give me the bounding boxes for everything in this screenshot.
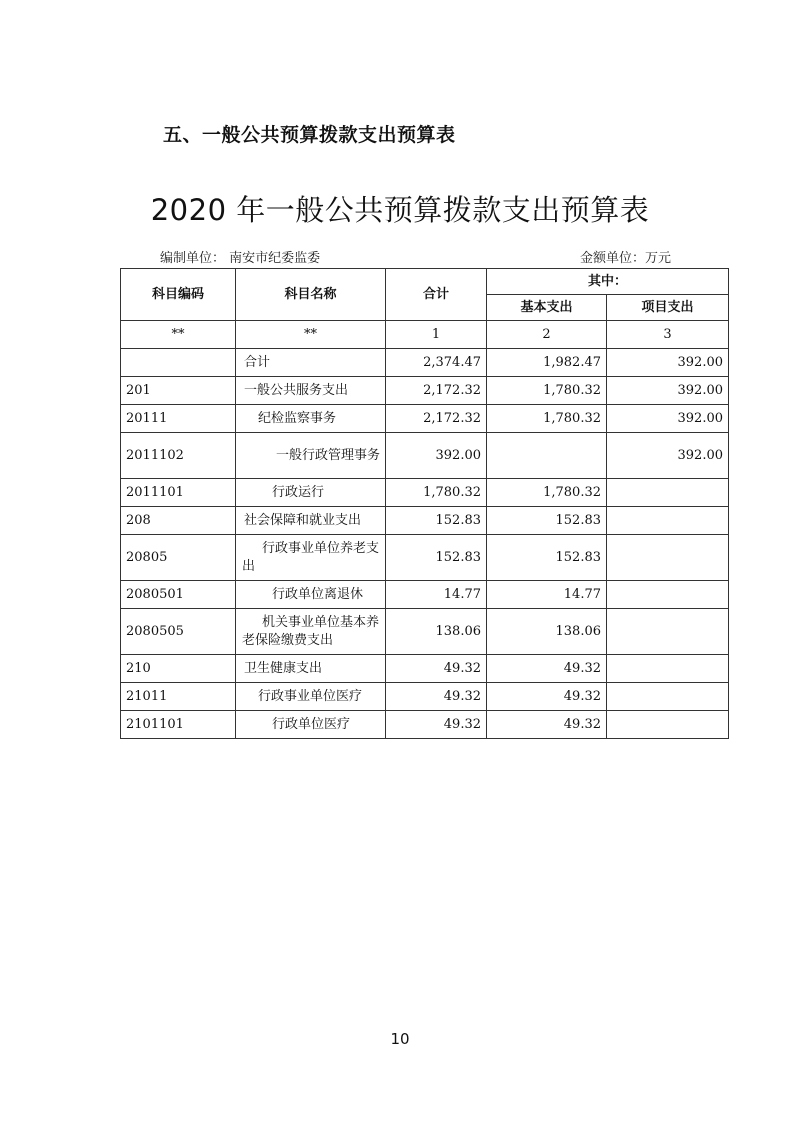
cell-code: 2011101 [121,479,236,507]
cell-project [607,609,729,655]
cell-code: 208 [121,507,236,535]
cell-project [607,655,729,683]
cell-project [607,507,729,535]
cell-project [607,535,729,581]
header-among: 其中： [487,269,729,295]
cell-project: 392.00 [607,433,729,479]
cell-total: 2,172.32 [386,377,487,405]
amount-unit [580,247,671,266]
page-number: 10 [390,1030,410,1048]
cell-total: 152.83 [386,535,487,581]
cell-code: 210 [121,655,236,683]
amount-unit-value: 万元 [645,251,672,266]
section-title: 五、一般公共预算拨款支出预算表 [163,124,456,146]
cell-basic [487,433,607,479]
cell-project [607,711,729,739]
cell-total: 138.06 [386,609,487,655]
index-cell: 2 [487,321,607,349]
cell-name: 行政单位离退休 [236,581,386,609]
cell-code: 2011102 [121,433,236,479]
index-cell: ** [236,321,386,349]
cell-code: 201 [121,377,236,405]
table-row [121,609,729,655]
table-row [121,711,729,739]
cell-basic: 1,780.32 [487,377,607,405]
cell-basic: 1,780.32 [487,479,607,507]
cell-basic: 1,780.32 [487,405,607,433]
index-cell: ** [121,321,236,349]
cell-total: 392.00 [386,433,487,479]
cell-name: 行政事业单位医疗 [236,683,386,711]
cell-project [607,581,729,609]
table-row [121,479,729,507]
cell-total: 49.32 [386,655,487,683]
cell-basic: 138.06 [487,609,607,655]
cell-code: 20805 [121,535,236,581]
cell-code: 20111 [121,405,236,433]
cell-basic: 14.77 [487,581,607,609]
cell-total: 152.83 [386,507,487,535]
header-name: 科目名称 [236,269,386,321]
cell-basic: 49.32 [487,711,607,739]
index-cell: 3 [607,321,729,349]
page-title: 2020 年一般公共预算拨款支出预算表 [150,193,650,227]
cell-name: 行政单位医疗 [236,711,386,739]
cell-code: 2080501 [121,581,236,609]
compiling-unit-value: 南安市纪委监委 [229,251,321,266]
cell-name: 一般行政管理事务 [236,433,386,479]
cell-name: 一般公共服务支出 [236,377,386,405]
cell-basic: 152.83 [487,507,607,535]
compiling-unit [160,247,320,266]
table-row [121,507,729,535]
table-row [121,433,729,479]
cell-code: 2080505 [121,609,236,655]
cell-code: 21011 [121,683,236,711]
cell-total: 49.32 [386,711,487,739]
cell-name: 卫生健康支出 [236,655,386,683]
table-row [121,655,729,683]
cell-project: 392.00 [607,349,729,377]
cell-name: 合计 [236,349,386,377]
cell-total: 14.77 [386,581,487,609]
cell-project [607,479,729,507]
cell-name: 社会保障和就业支出 [236,507,386,535]
header-project: 项目支出 [607,295,729,321]
cell-name: 行政事业单位养老支出 [236,535,386,581]
header-total: 合计 [386,269,487,321]
cell-basic: 152.83 [487,535,607,581]
table-row [121,581,729,609]
cell-project: 392.00 [607,377,729,405]
table-row [121,349,729,377]
amount-unit-label: 金额单位： [580,251,646,266]
cell-total: 49.32 [386,683,487,711]
cell-code [121,349,236,377]
table-row [121,405,729,433]
cell-name: 行政运行 [236,479,386,507]
cell-total: 1,780.32 [386,479,487,507]
cell-name: 机关事业单位基本养老保险缴费支出 [236,609,386,655]
cell-code: 2101101 [121,711,236,739]
index-row [121,321,729,349]
cell-basic: 1,982.47 [487,349,607,377]
budget-table [120,268,729,739]
cell-name: 纪检监察事务 [236,405,386,433]
table-row [121,377,729,405]
cell-basic: 49.32 [487,683,607,711]
header-basic: 基本支出 [487,295,607,321]
cell-project [607,683,729,711]
compiling-unit-label: 编制单位： [160,251,226,266]
header-code: 科目编码 [121,269,236,321]
cell-project: 392.00 [607,405,729,433]
cell-total: 2,374.47 [386,349,487,377]
cell-basic: 49.32 [487,655,607,683]
table-row [121,683,729,711]
index-cell: 1 [386,321,487,349]
table-row [121,535,729,581]
cell-total: 2,172.32 [386,405,487,433]
